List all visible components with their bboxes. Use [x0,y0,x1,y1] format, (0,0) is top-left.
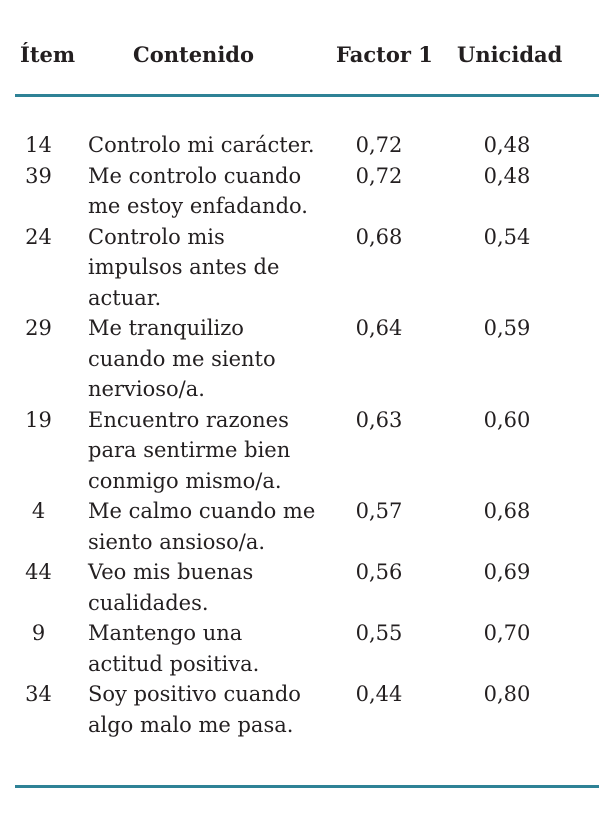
table-body [0,130,615,740]
item-number: 44 [25,560,52,584]
header-item: Ítem [20,42,76,67]
uniqueness-value: 0,48 [483,133,531,157]
item-content: Me tranquilizo cuando me siento nervioso/a. [88,316,276,401]
item-content: Controlo mi carácter. [88,133,315,157]
uniqueness-value: 0,48 [483,163,531,188]
table-row [0,405,615,497]
item-number: 4 [31,499,46,523]
factor-value: 0,68 [355,224,403,249]
item-content: Encuentro razones para sentirme bien conmigo mismo/a. [88,407,291,493]
header-uniqueness: Unicidad [457,42,563,67]
factor-value: 0,63 [355,407,403,432]
factor-value: 0,57 [355,499,403,523]
uniqueness-value: 0,68 [483,499,531,523]
uniqueness-value: 0,80 [483,682,531,706]
item-number: 9 [31,621,46,645]
table-row [0,130,615,161]
item-number: 19 [25,407,52,432]
header-factor: Factor 1 [336,42,433,67]
bottom-rule [15,785,599,788]
uniqueness-value: 0,69 [483,560,531,584]
uniqueness-value: 0,59 [483,316,531,340]
uniqueness-value: 0,70 [483,621,531,645]
table-row [0,161,615,222]
item-content: Veo mis buenas cualidades. [88,560,254,615]
top-rule [15,94,599,97]
uniqueness-value: 0,60 [483,407,531,432]
item-number: 39 [25,163,52,188]
factor-value: 0,72 [355,133,403,157]
item-content: Me controlo cuando me estoy enfadando. [88,163,308,218]
table-row [0,679,615,740]
table-row [0,618,615,679]
item-number: 14 [25,133,52,157]
table-row [0,222,615,314]
item-content: Me calmo cuando me siento ansioso/a. [88,499,316,554]
item-number: 24 [25,224,52,249]
factor-value: 0,56 [355,560,403,584]
table-row [0,557,615,618]
item-content: Controlo mis impulsos antes de actuar. [88,224,280,310]
item-number: 29 [25,316,52,340]
item-content: Mantengo una actitud positiva. [88,621,260,676]
factor-value: 0,44 [355,682,403,706]
factor-value: 0,55 [355,621,403,645]
table-row [0,313,615,405]
item-number: 34 [25,682,52,706]
table-row [0,496,615,557]
item-content: Soy positivo cuando algo malo me pasa. [88,682,301,737]
header-content: Contenido [133,42,254,67]
uniqueness-value: 0,54 [483,224,531,249]
factor-value: 0,72 [355,163,403,188]
factor-value: 0,64 [355,316,403,340]
